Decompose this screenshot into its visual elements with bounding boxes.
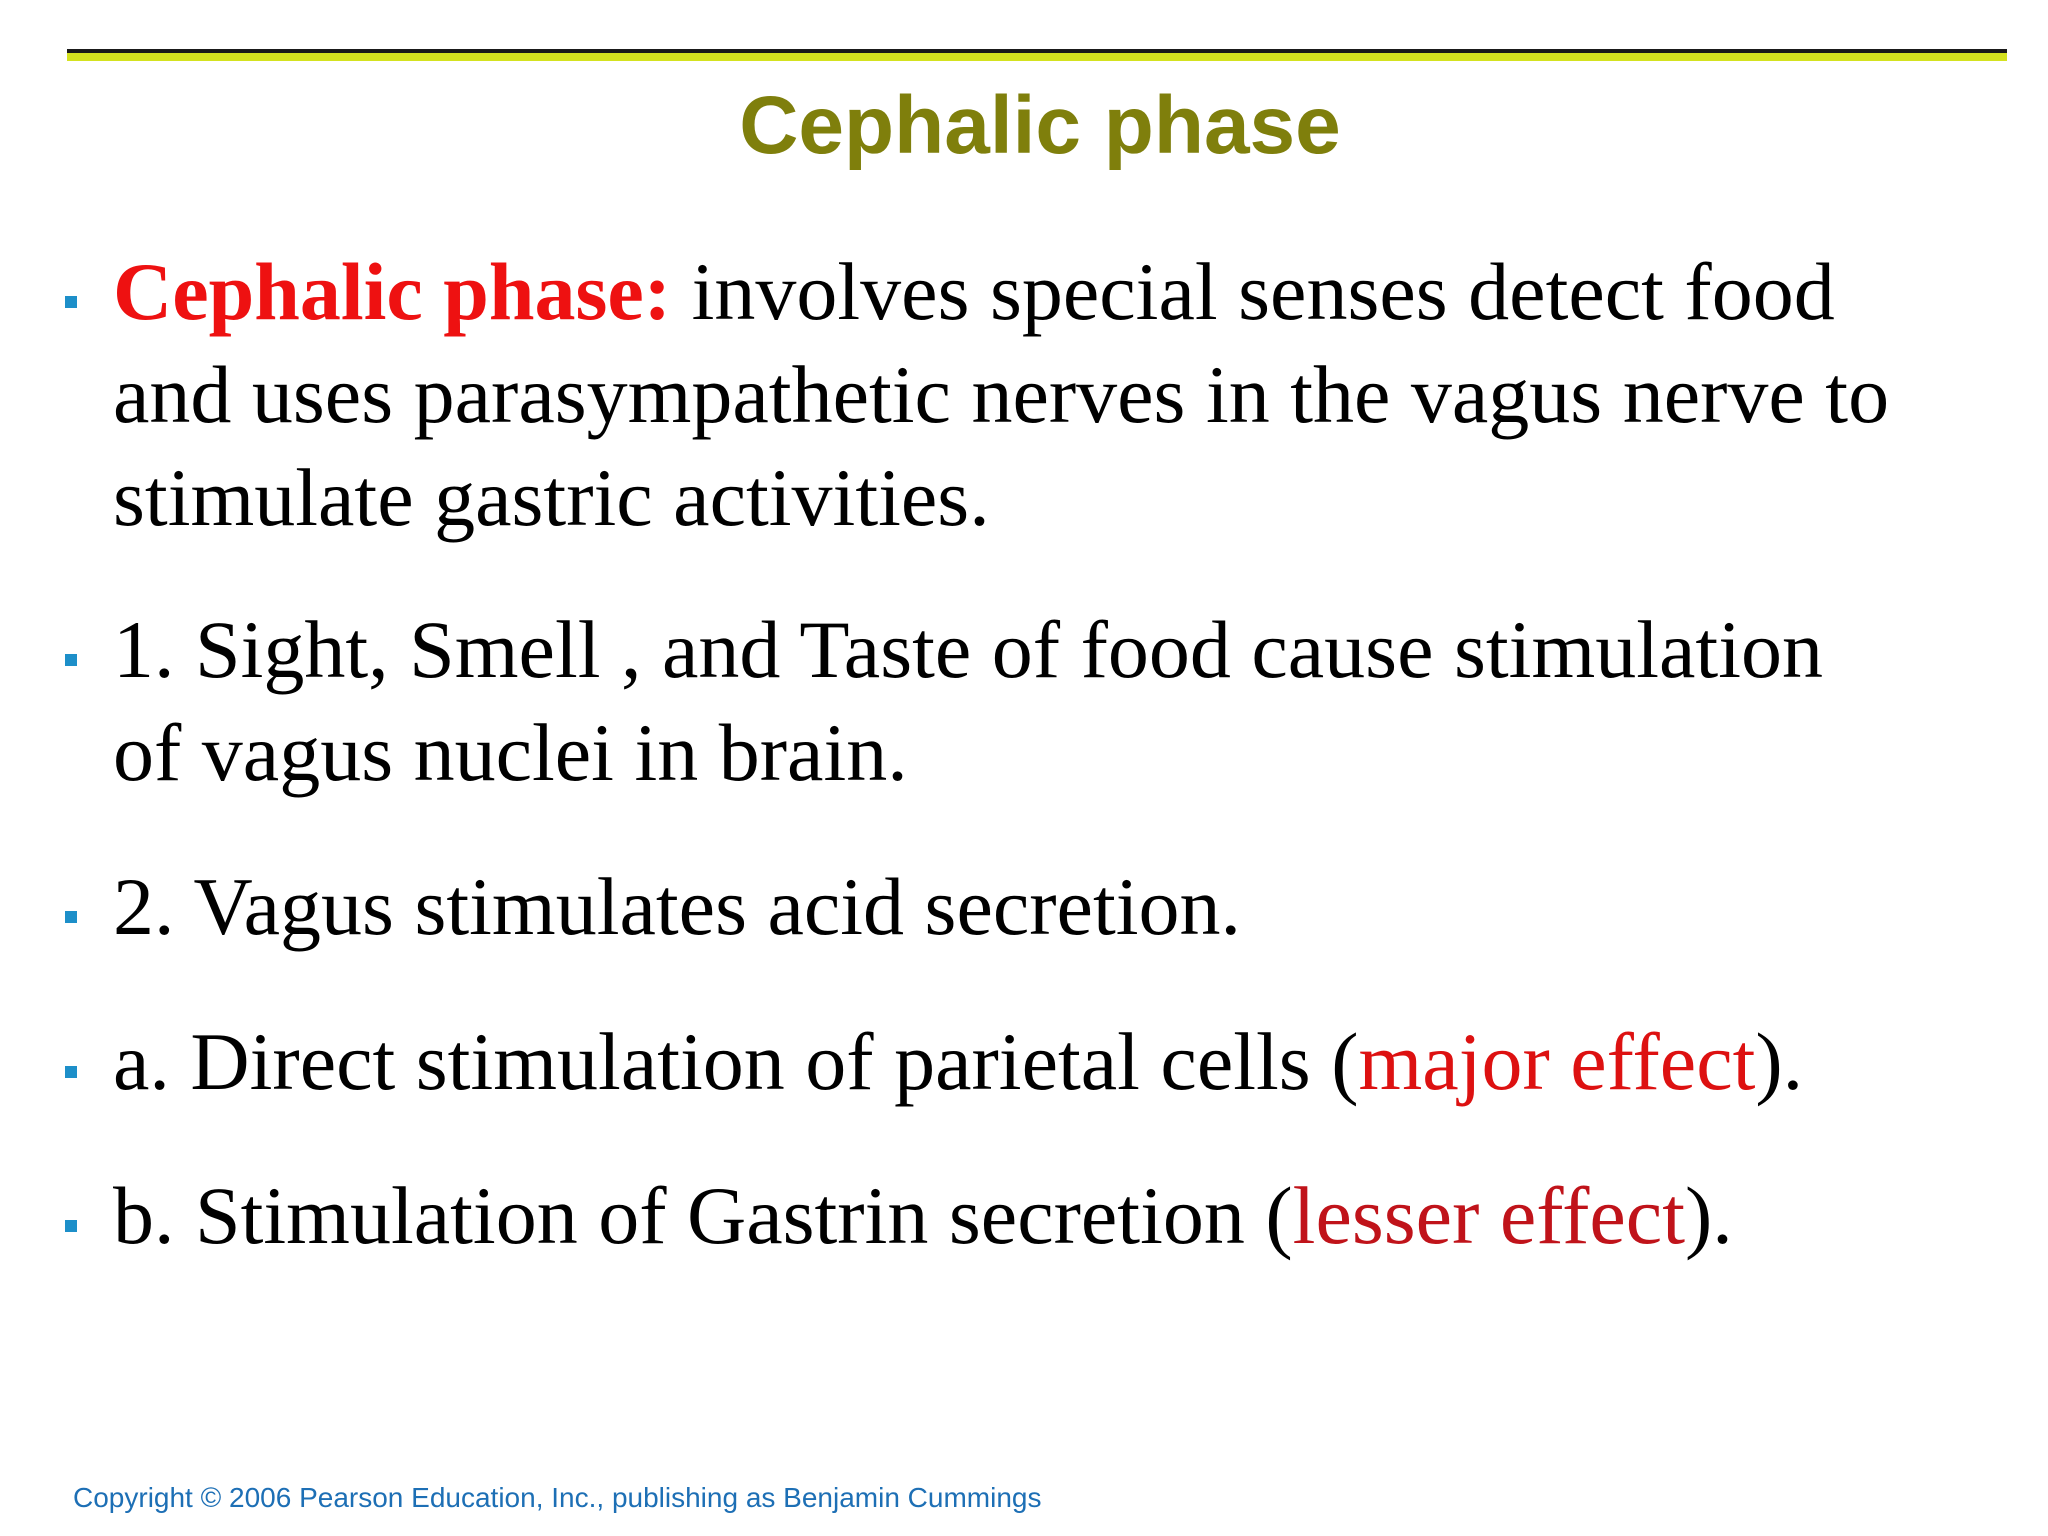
bullet-marker-icon (65, 1220, 77, 1232)
bullet-marker-icon (65, 654, 77, 666)
major-effect-highlight: major effect (1358, 1016, 1756, 1107)
bullet-line-text: involves special senses detect food (671, 246, 1835, 337)
bullet-line: of vagus nuclei in brain. (113, 707, 908, 798)
bullet-line (113, 1010, 2003, 1113)
bullet-label: Cephalic phase: (113, 246, 672, 337)
bullet-text (113, 855, 2003, 958)
copyright-footer: Copyright © 2006 Pearson Education, Inc., publishing as Benjamin Cummings (73, 1482, 1042, 1513)
bullet-line-text: a. Direct stimulation of parietal cells ( (113, 1016, 1359, 1107)
bullet-line (113, 1164, 2003, 1267)
bullet-marker-icon (65, 296, 77, 308)
bullet-marker-icon (65, 1066, 77, 1078)
bullet-line-text: ). (1684, 1170, 1733, 1261)
bullet-line (113, 240, 2003, 343)
bullet-text (113, 1164, 2003, 1267)
bullet-line: 2. Vagus stimulates acid secretion. (113, 861, 1242, 952)
bullet-line: and uses parasympathetic nerves in the vagus nerve to (113, 349, 1890, 440)
bullet-text (113, 240, 2003, 549)
bullet-text (113, 598, 2003, 804)
slide-title: Cephalic phase (739, 80, 1341, 171)
bullet-line: 1. Sight, Smell , and Taste of food cause stimulation (113, 604, 1823, 695)
bullet-line: stimulate gastric activities. (113, 452, 990, 543)
top-rule-accent (67, 53, 2007, 61)
bullet-line-text: b. Stimulation of Gastrin secretion ( (113, 1170, 1293, 1261)
bullet-marker-icon (65, 911, 77, 923)
bullet-text (113, 1010, 2003, 1113)
bullet-line-text: ). (1755, 1016, 1804, 1107)
lesser-effect-highlight: lesser effect (1292, 1170, 1685, 1261)
